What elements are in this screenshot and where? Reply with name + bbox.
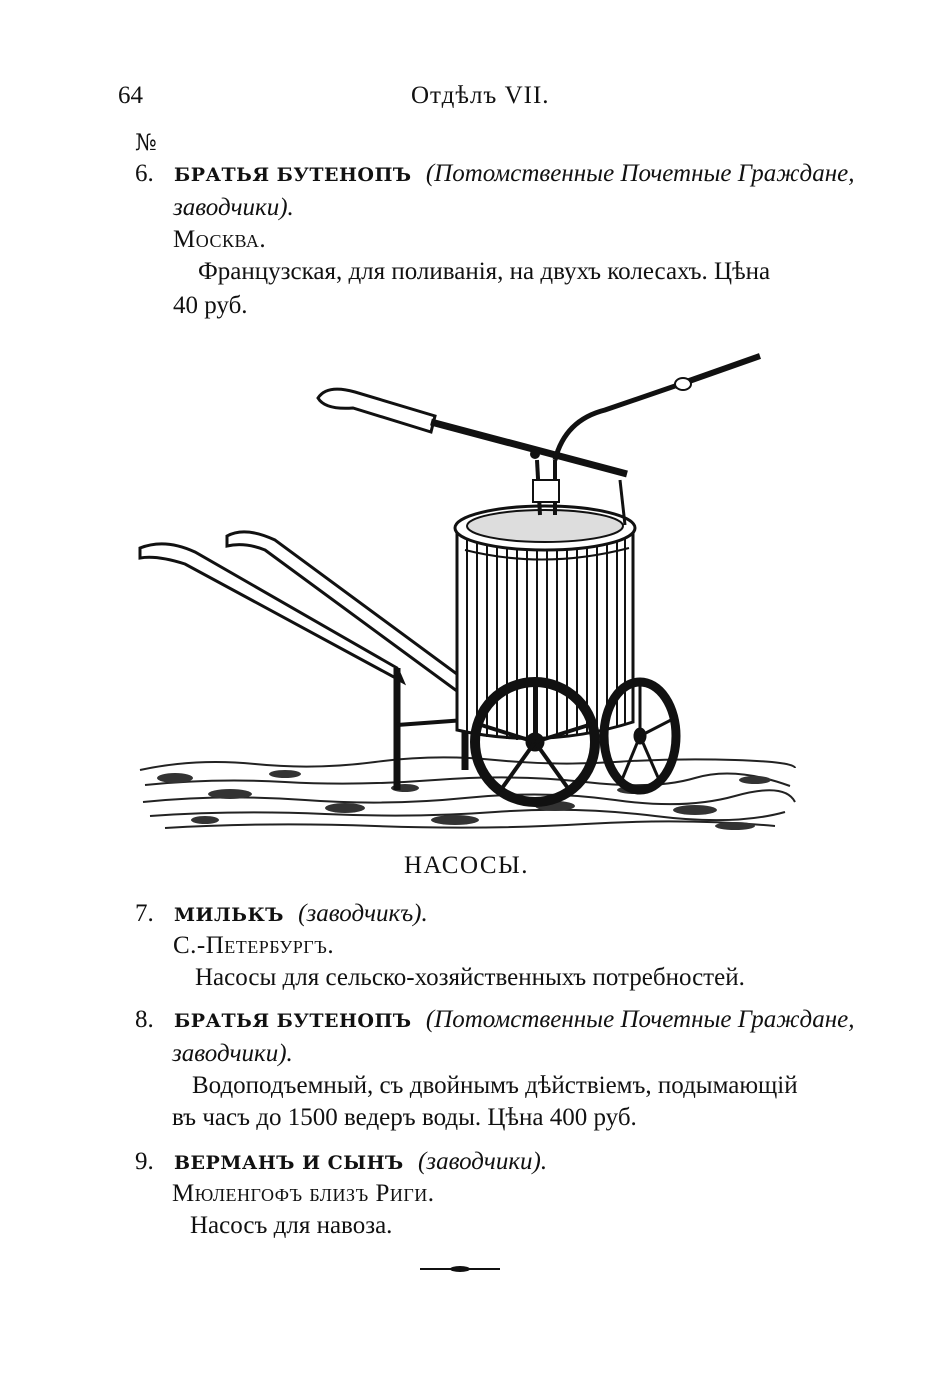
- running-head: Отдѣлъ VII.: [411, 82, 550, 109]
- entry-6-city: Москва.: [173, 226, 267, 253]
- entry-8-item: Водоподъемный, съ двойнымъ дѣйствіемъ, подымающій: [192, 1072, 798, 1099]
- entry-8-description-cont: заводчики).: [172, 1040, 293, 1067]
- cart-handles: [140, 532, 465, 790]
- entry-7-heading: [135, 900, 428, 928]
- entry-number: 9.: [135, 1148, 154, 1175]
- section-title: НАСОСЫ.: [403, 852, 530, 879]
- page-number: 64: [118, 82, 143, 109]
- entry-7-city: С.-Петербургъ.: [173, 932, 335, 959]
- entry-description: (заводчики).: [417, 1148, 548, 1175]
- entry-description: (Потомственные Почетные Граждане,: [425, 160, 855, 187]
- rear-wheel: [604, 682, 676, 790]
- entry-number: 6.: [135, 160, 154, 187]
- watering-cart-illustration: [135, 350, 800, 835]
- entry-8-heading: [135, 1006, 854, 1034]
- entry-6-item-cont: 40 руб.: [173, 292, 248, 319]
- entry-number: 7.: [135, 900, 154, 927]
- entry-6-description-cont: заводчики).: [173, 194, 294, 221]
- entry-6-item: Французская, для поливанія, на двухъ колесахъ. Цѣна: [198, 258, 771, 285]
- number-sign: №: [135, 130, 157, 156]
- entry-number: 8.: [135, 1006, 154, 1033]
- delivery-hose: [555, 356, 760, 460]
- entry-name: БРАТЬЯ БУТЕНОПЪ: [174, 164, 412, 186]
- entry-name: МИЛЬКЪ: [174, 904, 284, 926]
- entry-name: БРАТЬЯ БУТЕНОПЪ: [174, 1010, 412, 1032]
- entry-9-item: Насосъ для навоза.: [190, 1212, 393, 1239]
- front-wheel: [475, 682, 595, 802]
- entry-6-heading: [135, 160, 854, 188]
- entry-7-item: Насосы для сельско-хозяйственныхъ потребностей.: [195, 964, 745, 991]
- entry-9-heading: [135, 1148, 547, 1176]
- entry-8-item-cont: въ часъ до 1500 ведеръ воды. Цѣна 400 руб.: [172, 1104, 637, 1131]
- entry-9-city: Мюленгофъ близъ Риги.: [172, 1180, 435, 1207]
- entry-description: (Потомственные Почетные Граждане,: [425, 1006, 855, 1033]
- pump-lever: [318, 389, 627, 474]
- entry-name: ВЕРМАНЪ И СЫНЪ: [174, 1152, 404, 1174]
- closing-ornament: [420, 1264, 500, 1274]
- entry-description: (заводчикъ).: [298, 900, 428, 927]
